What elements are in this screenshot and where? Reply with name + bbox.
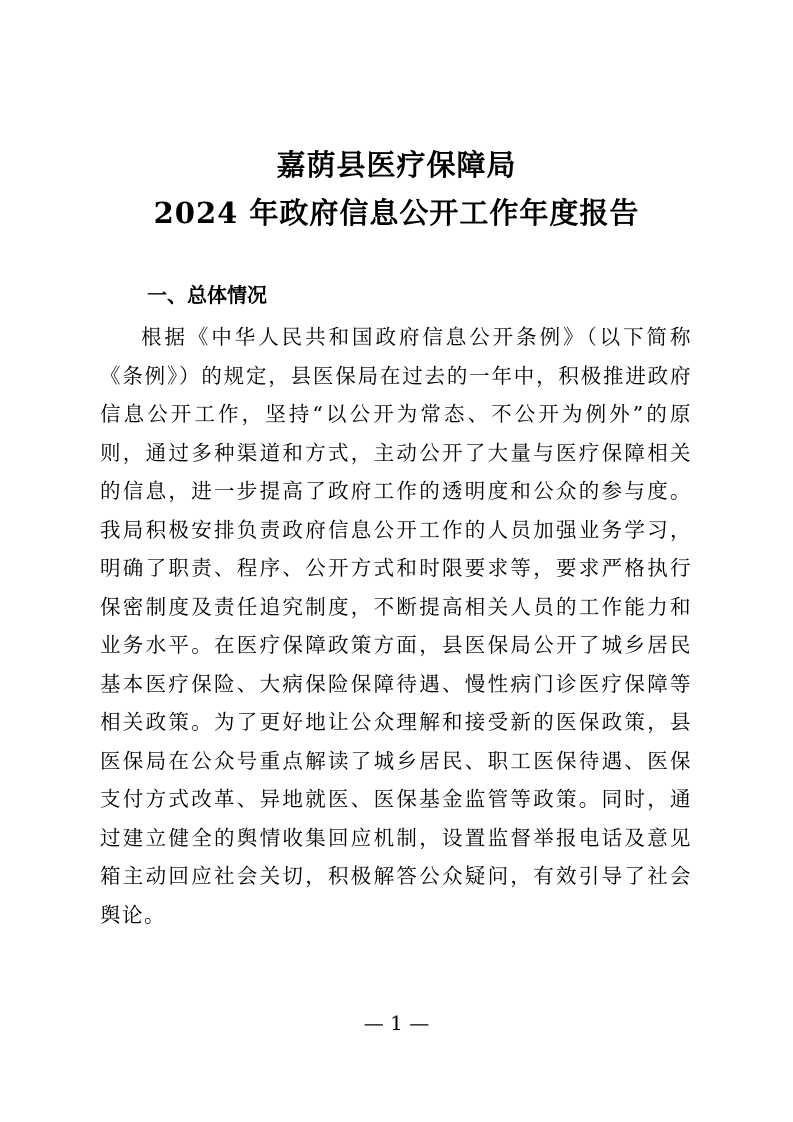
page-number: — 1 —	[363, 1011, 430, 1035]
document-title-line2: 2024 年政府信息公开工作年度报告	[153, 196, 640, 230]
section-heading-overview: 一、总体情况	[147, 283, 267, 307]
section-paragraph-overview: 根据《中华人民共和国政府信息公开条例》（以下简称《条例》）的规定，县医保局在过去的一年中，积极推进政府信息公开工作，坚持“以公开为常态、不公开为例外”的原则，通过多种渠道和方式，主动公开了大量与医疗保障相关的信息，进一步提高了政府工作的透明度和公众的参与度。我局积极安排负责政府信息公开工作的人员加强业务学习，明确了职责、程序、公开方式和时限要求等，要求严格执行保密制度及责任追究制度，不断提高相关人员的工作能力和业务水平。在医疗保障政策方面，县医保局公开了城乡居民基本医疗保险、大病保险保障待遇、慢性病门诊医疗保障等相关政策。为了更好地让公众理解和接受新的医保政策，县医保局在公众号重点解读了城乡居民、职工医保待遇、医保支付方式改革、异地就医、医保基金监管等政策。同时，通过建立健全的舆情收集回应机制，设置监督举报电话及意见箱主动回应社会关切，积极解答公众疑问，有效引导了社会舆论。	[100, 325, 692, 927]
document-title-line1: 嘉荫县医疗保障局	[276, 148, 517, 182]
